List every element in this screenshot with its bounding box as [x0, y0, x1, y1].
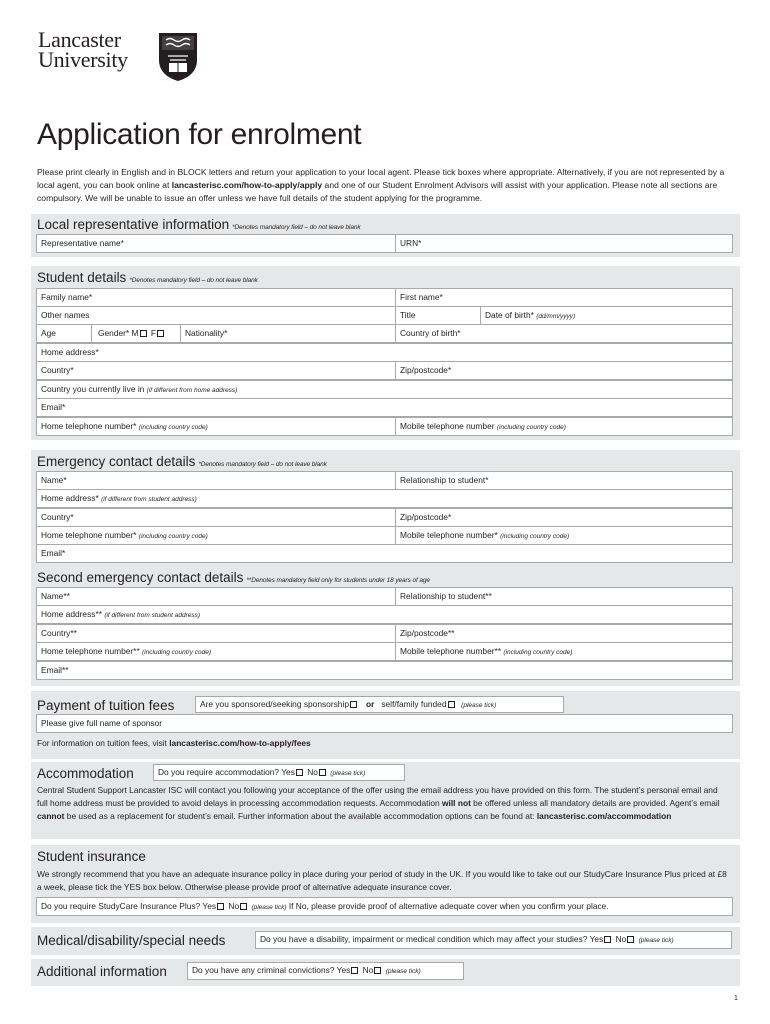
emergency-contact-section: [31, 450, 740, 686]
medical-no-checkbox[interactable]: [627, 936, 634, 943]
criminal-yes-checkbox[interactable]: [351, 967, 358, 974]
sponsorship-question[interactable]: Are you sponsored/seeking sponsorship or self/family funded (please tick): [195, 696, 564, 713]
criminal-question[interactable]: Do you have any criminal convictions? Yes No (please tick): [187, 962, 464, 980]
section-title: Payment of tuition fees: [37, 698, 175, 713]
emergency-mobile-field[interactable]: Mobile telephone number* (including country code): [395, 526, 733, 545]
mobile-telephone-field[interactable]: Mobile telephone number (including country code): [395, 417, 733, 436]
emergency-home-address-field[interactable]: Home address* (if different from student address): [36, 489, 733, 508]
date-of-birth-field[interactable]: Date of birth* (dd/mm/yyyy): [480, 306, 733, 325]
emergency-country-field[interactable]: Country*: [36, 508, 396, 527]
country-field[interactable]: Country*: [36, 361, 396, 380]
zip-field[interactable]: Zip/postcode*: [395, 361, 733, 380]
logo-line-2: University: [38, 47, 128, 72]
gender-f-checkbox[interactable]: [157, 330, 164, 337]
insurance-no-checkbox[interactable]: [240, 903, 247, 910]
section-title: Accommodation: [37, 766, 134, 781]
second-country-field[interactable]: Country**: [36, 624, 396, 643]
fees-link[interactable]: lancasterisc.com/how-to-apply/fees: [169, 738, 311, 748]
mandatory-note: *Denotes mandatory field – do not leave blank: [232, 224, 361, 231]
mandatory-note: **Denotes mandatory field only for students under 18 years of age: [246, 577, 430, 584]
second-home-address-field[interactable]: Home address** (if different from student address): [36, 605, 733, 624]
section-title: Student insurance: [37, 849, 146, 864]
urn-field[interactable]: URN*: [395, 234, 733, 253]
gender-m-checkbox[interactable]: [140, 330, 147, 337]
section-title: Additional information: [37, 964, 167, 979]
accommodation-link[interactable]: lancasterisc.com/accommodation: [536, 810, 672, 821]
second-mobile-field[interactable]: Mobile telephone number** (including country code): [395, 642, 733, 661]
payment-section: [31, 691, 740, 759]
first-name-field[interactable]: First name*: [395, 288, 733, 307]
family-name-field[interactable]: Family name*: [36, 288, 396, 307]
accommodation-yes-checkbox[interactable]: [296, 769, 303, 776]
additional-section: [31, 959, 740, 986]
insurance-yes-checkbox[interactable]: [217, 903, 224, 910]
apply-link[interactable]: lancasterisc.com/how-to-apply/apply: [171, 180, 323, 190]
insurance-section: [31, 845, 740, 923]
gender-field[interactable]: Gender* M F: [91, 324, 181, 343]
accommodation-question[interactable]: Do you require accommodation? Yes No (please tick): [153, 764, 405, 781]
criminal-no-checkbox[interactable]: [374, 967, 381, 974]
crest-icon: [158, 32, 198, 82]
university-logo: [38, 27, 128, 72]
intro-paragraph: Please print clearly in English and in BLOCK letters and return your application to your local agent. Please tick boxes where appropriate. Alternatively, if you are not represented by a local agent, you can book online at lancasterisc.com/how-to-apply/apply and one of our Student Enrolment Advisors will assist with your application. Please note all sections are compulsory. We will be unable to issue an offer unless we have full details of the student applying for the programme.: [37, 167, 725, 203]
fees-info: For information on tuition fees, visit lancasterisc.com/how-to-apply/fees: [37, 738, 311, 748]
section-title: Medical/disability/special needs: [37, 933, 226, 948]
age-field[interactable]: Age: [36, 324, 92, 343]
accommodation-section: [31, 762, 740, 839]
emergency-home-telephone-field[interactable]: Home telephone number* (including country code): [36, 526, 396, 545]
nationality-field[interactable]: Nationality*: [180, 324, 396, 343]
self-funded-checkbox[interactable]: [448, 701, 455, 708]
title-field[interactable]: Title: [395, 306, 481, 325]
mandatory-note: *Denotes mandatory field – do not leave blank: [129, 277, 258, 284]
insurance-text: We strongly recommend that you have an adequate insurance policy in place during your period of study in the UK. If you would like to take out our StudyCare Insurance Plus priced at £8 a week, please tick the YES box below. Otherwise please provide proof of alternative adequate insurance cover.: [37, 869, 727, 892]
section-title: Student details: [37, 270, 127, 285]
second-home-telephone-field[interactable]: Home telephone number** (including country code): [36, 642, 396, 661]
second-email-field[interactable]: Email**: [36, 661, 733, 680]
emergency-relationship-field[interactable]: Relationship to student*: [395, 471, 733, 490]
medical-question[interactable]: Do you have a disability, impairment or medical condition which may affect your studies? Yes No (please tick): [255, 931, 732, 949]
emergency-email-field[interactable]: Email*: [36, 544, 733, 563]
country-of-birth-field[interactable]: Country of birth*: [395, 324, 733, 343]
local-representative-section: [31, 214, 740, 257]
sponsor-name-field[interactable]: Please give full name of sponsor: [36, 714, 733, 733]
mandatory-note: *Denotes mandatory field – do not leave blank: [198, 461, 327, 468]
page-title: Application for enrolment: [37, 118, 362, 151]
accommodation-text: Central Student Support Lancaster ISC will contact you following your acceptance of the offer using the email address you have provided on this form. The student’s personal email and full home address must be provided to avoid delays in processing accommodation requests. Accommodation will not be offered unless all mandatory details are provided. Agent’s email cannot be used as a replacement for student’s email. Further information about the available accommodation options can be found at: lancasterisc.com/accommodation: [37, 785, 720, 821]
medical-section: [31, 927, 740, 955]
second-name-field[interactable]: Name**: [36, 587, 396, 606]
section-title: Second emergency contact details: [37, 570, 244, 585]
home-telephone-field[interactable]: Home telephone number* (including country code): [36, 417, 396, 436]
other-names-field[interactable]: Other names: [36, 306, 396, 325]
emergency-name-field[interactable]: Name*: [36, 471, 396, 490]
second-zip-field[interactable]: Zip/postcode**: [395, 624, 733, 643]
emergency-zip-field[interactable]: Zip/postcode*: [395, 508, 733, 527]
representative-name-field[interactable]: Representative name*: [36, 234, 396, 253]
country-live-field[interactable]: Country you currently live in (if different from home address): [36, 380, 733, 399]
page-number: 1: [734, 995, 738, 1002]
second-relationship-field[interactable]: Relationship to student**: [395, 587, 733, 606]
section-title: Local representative information: [37, 217, 230, 232]
accommodation-no-checkbox[interactable]: [319, 769, 326, 776]
insurance-question[interactable]: Do you require StudyCare Insurance Plus? Yes No (please tick) If No, please provide proof of alternative adequate cover when you confirm your place.: [36, 897, 733, 916]
section-title: Emergency contact details: [37, 454, 196, 469]
student-details-section: [31, 266, 740, 440]
email-field[interactable]: Email*: [36, 398, 733, 417]
sponsored-checkbox[interactable]: [350, 701, 357, 708]
home-address-field[interactable]: Home address*: [36, 343, 733, 362]
logo-line-1: Lancaster: [38, 27, 121, 52]
medical-yes-checkbox[interactable]: [604, 936, 611, 943]
